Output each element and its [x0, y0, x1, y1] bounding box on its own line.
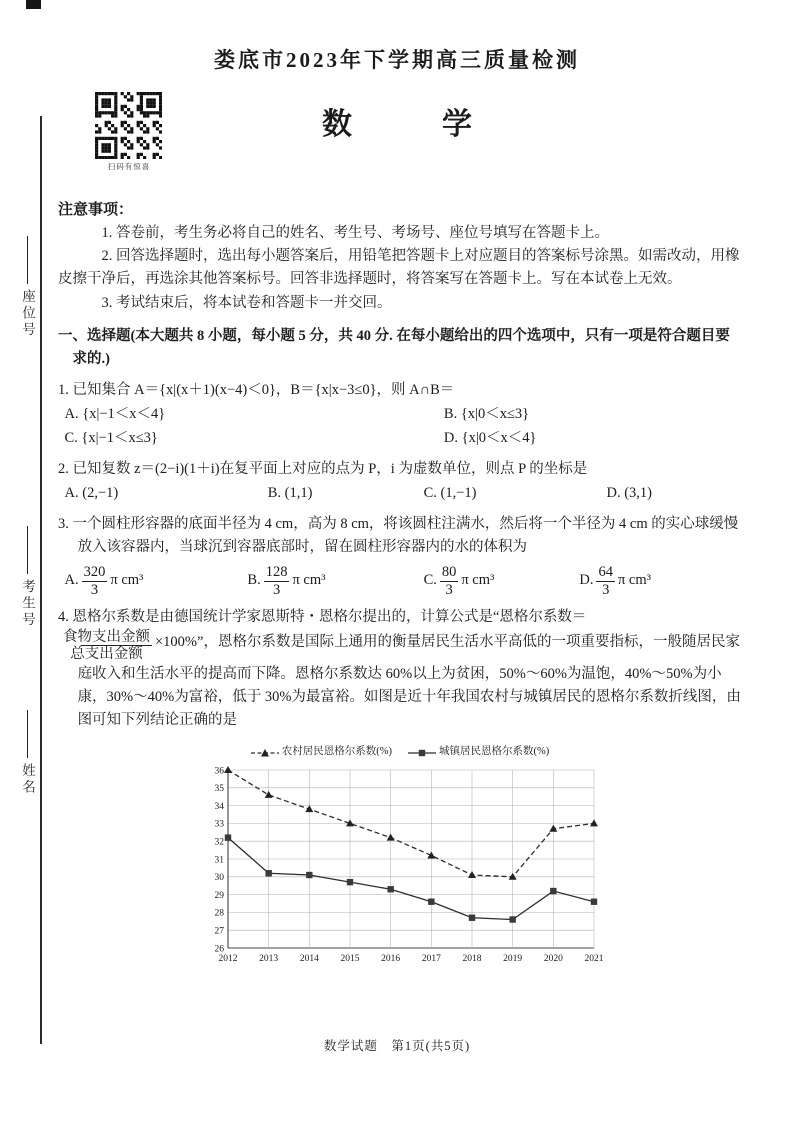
fraction: $\frac{320}{3}$ — [83, 564, 106, 598]
svg-text:35: 35 — [214, 784, 224, 795]
q3-option-c: C. $\frac{80}{3}$ π cm³ — [423, 564, 495, 598]
q1-option-d: D. {x|0＜x＜4} — [443, 429, 537, 446]
notice-item-2: 2. 回答选择题时，选出每小题答案后，用铅笔把答题卡上对应题目的答案标号涂黑。如需改动，用橡皮擦干净后，再选涂其他答案标号。回答非选择题时，将答案写在答题卡上。写在本试卷上无效。 — [58, 248, 740, 288]
svg-text:2012: 2012 — [218, 953, 238, 964]
fraction: $\frac{128}{3}$ — [265, 564, 288, 598]
seat-number-blank — [27, 236, 28, 284]
q1-option-b: B. {x|0＜x≤3} — [443, 406, 530, 423]
svg-text:32: 32 — [214, 837, 224, 848]
svg-text:34: 34 — [214, 801, 224, 812]
q3-option-d: D. $\frac{64}{3}$ π cm³ — [579, 564, 651, 598]
svg-text:2016: 2016 — [381, 953, 401, 964]
svg-text:28: 28 — [214, 908, 224, 919]
seat-number-label: 座位号 — [20, 289, 35, 339]
q3-option-b: B. $\frac{128}{3}$ π cm³ — [247, 564, 326, 598]
q2-option-d: D. (3,1) — [606, 484, 652, 501]
svg-text:27: 27 — [214, 926, 224, 937]
name-blank — [27, 710, 28, 758]
subject-title: 数 学 — [322, 108, 502, 141]
question-3-options — [65, 564, 742, 597]
question-1-options — [65, 403, 742, 449]
svg-text:36: 36 — [214, 766, 224, 777]
svg-text:2020: 2020 — [543, 953, 563, 964]
engel-formula-fraction: $\frac{\text{食物支出金额}}{\text{总支出金额}}$ — [63, 629, 150, 663]
question-4-stem: 4. 恩格尔系数是由德国统计学家恩斯特・恩格尔提出的，计算公式是“恩格尔系数＝ $\frac{\text{食物支出金额}}{\text{总支出金额}}$ ×100%”，恩格尔系数是国际上通用的衡量居民生活水平高低的一项重要指标，一般随居民家庭收入和生活水平的提高而下降。恩格尔系数达 60%以上为贫困，50%～60%为温饱，40%～50%为小康，30%～40%为富裕，低于 30%为最富裕。如图是近十年我国农村与城镇居民的恩格尔系数折线图，由图可知下列结论正确的是 — [58, 608, 741, 728]
svg-text:2018: 2018 — [462, 953, 482, 964]
page-footer: 数学试题 第1页(共5页) — [323, 1039, 471, 1053]
page-title: 娄底市2023年下学期高三质量检测 — [214, 48, 580, 72]
notice-item-1: 1. 答卷前，考生务必将自己的姓名、考生号、考场号、座位号填写在答题卡上。 — [101, 225, 609, 241]
question-2-options — [65, 482, 742, 505]
q2-option-b: B. (1,1) — [267, 484, 313, 501]
question-1-stem: 1. 已知集合 A＝{x|(x＋1)(x−4)＜0}，B＝{x|x−3≤0}，则 A∩B＝ — [58, 382, 455, 399]
chart-legend — [185, 744, 615, 761]
q2-option-a: A. (2,−1) — [64, 484, 119, 501]
svg-text:2017: 2017 — [421, 953, 441, 964]
line-chart-plot — [185, 762, 615, 970]
svg-text:30: 30 — [214, 873, 224, 884]
question-3-stem: 3. 一个圆柱形容器的底面半径为 4 cm，高为 8 cm，将该圆柱注满水，然后将一个半径为 4 cm 的实心球缓慢放入该容器内，当球沉到容器底部时，留在圆柱形容器内的水的体积为 — [58, 516, 739, 556]
side-field-candidate-number — [17, 526, 37, 629]
seal-margin-line — [40, 116, 42, 1044]
legend-item: 城镇居民恩格尔系数(%) — [408, 744, 549, 761]
svg-text:2015: 2015 — [340, 953, 360, 964]
fraction: $\frac{80}{3}$ — [441, 564, 457, 598]
svg-text:2014: 2014 — [299, 953, 319, 964]
svg-text:2019: 2019 — [503, 953, 523, 964]
q1-option-a: A. {x|−1＜x＜4} — [64, 406, 166, 423]
side-field-name — [17, 710, 37, 796]
q2-option-c: C. (1,−1) — [423, 484, 477, 501]
svg-text:2013: 2013 — [259, 953, 279, 964]
notice-heading: 注意事项： — [58, 202, 134, 218]
notice-item-3: 3. 考试结束后，将本试卷和答题卡一并交回。 — [101, 294, 392, 311]
svg-text:2021: 2021 — [584, 953, 604, 964]
scan-corner-artifact — [26, 0, 41, 9]
qr-caption: 扫码有惊喜 — [107, 162, 151, 172]
svg-text:33: 33 — [214, 819, 224, 830]
legend-item: 农村居民恩格尔系数(%) — [251, 744, 392, 761]
svg-text:29: 29 — [214, 890, 224, 901]
svg-text:31: 31 — [214, 855, 224, 866]
name-label: 姓名 — [20, 763, 35, 796]
paper-body — [58, 198, 742, 970]
section-1-heading: 一、选择题(本大题共 8 小题，每小题 5 分，共 40 分. 在每小题给出的四个选项中，只有一项是符合题目要求的.) — [58, 327, 730, 367]
candidate-number-label: 考生号 — [20, 579, 35, 629]
side-field-seat-number — [17, 236, 37, 339]
candidate-number-blank — [27, 526, 28, 574]
fraction: $\frac{64}{3}$ — [598, 564, 613, 598]
engel-coefficient-chart — [185, 744, 615, 970]
q1-option-c: C. {x|−1＜x≤3} — [64, 429, 158, 446]
q3-option-a: A. $\frac{320}{3}$ π cm³ — [64, 564, 144, 598]
question-2-stem: 2. 已知复数 z＝(2−i)(1＋i)在复平面上对应的点为 P，i 为虚数单位，则点 P 的坐标是 — [58, 460, 588, 477]
svg-text:26: 26 — [214, 944, 224, 955]
